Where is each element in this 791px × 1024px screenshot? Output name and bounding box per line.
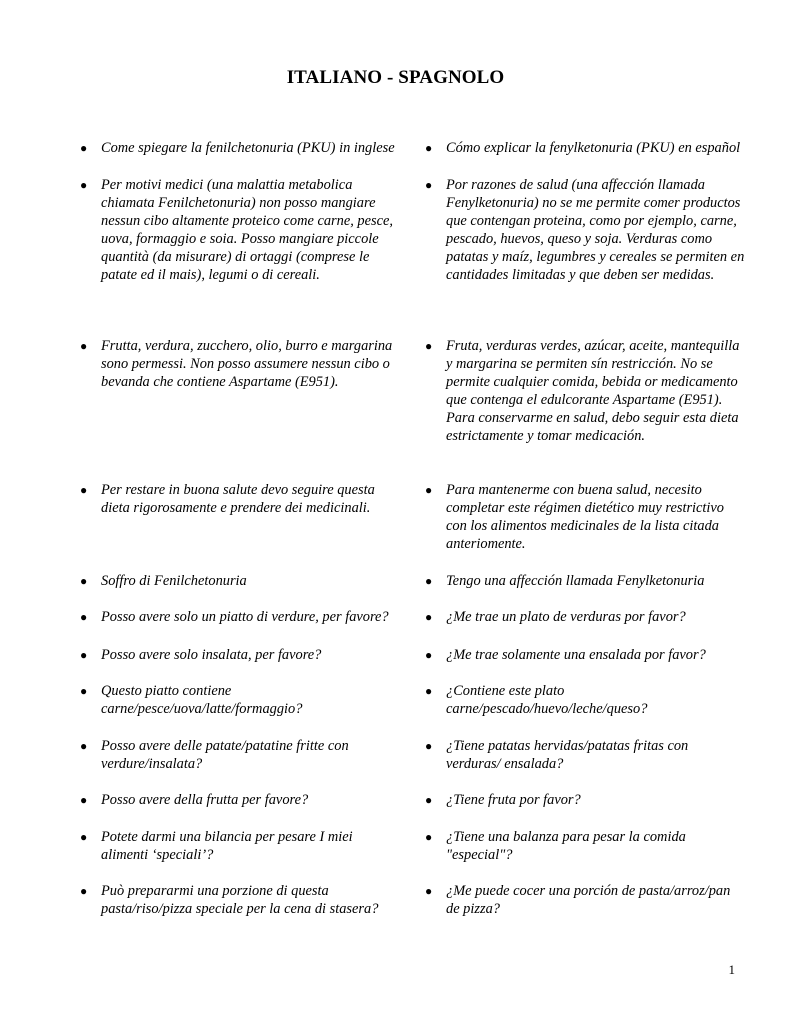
italian-text: Questo piatto contiene carne/pesce/uova/latte/formaggio? <box>101 683 303 717</box>
bullet-icon: ● <box>80 574 88 588</box>
italian-text: Potete darmi una bilancia per pesare I miei alimenti ‘speciali’? <box>101 829 353 863</box>
spanish-text: Por razones de salud (una affección llamada Fenylketonuria) no se me permite comer productos que contengan proteina, como por ejemplo, carne, pescado, huevos, queso y soja. Verduras como patatas y maíz, legumbres y cereales se permiten en cantidades limitadas y que deben ser medidas. <box>446 177 745 283</box>
spanish-phrase <box>425 791 746 809</box>
spanish-phrase <box>425 646 746 664</box>
bullet-icon: ● <box>80 610 88 624</box>
bullet-icon: ● <box>80 884 88 898</box>
spanish-text: ¿Me trae un plato de verduras por favor? <box>446 609 686 625</box>
spanish-text: Tengo una affección llamada Fenylketonuria <box>446 573 705 589</box>
bullet-icon: ● <box>80 141 88 155</box>
italian-phrase <box>80 572 396 590</box>
italian-text: Posso avere solo un piatto di verdure, per favore? <box>101 609 389 625</box>
page-title: ITALIANO - SPAGNOLO <box>286 67 505 88</box>
bullet-icon: ● <box>425 574 433 588</box>
spanish-phrase <box>425 682 746 718</box>
italian-phrase <box>80 882 396 918</box>
spanish-phrase <box>425 481 746 553</box>
italian-phrase <box>80 828 396 864</box>
spanish-phrase <box>425 572 746 590</box>
spanish-phrase <box>425 608 746 626</box>
italian-phrase <box>80 337 396 391</box>
bullet-icon: ● <box>80 339 88 353</box>
bullet-icon: ● <box>80 793 88 807</box>
bullet-icon: ● <box>425 684 433 698</box>
bullet-icon: ● <box>425 739 433 753</box>
italian-text: Soffro di Fenilchetonuria <box>101 573 247 589</box>
spanish-text: ¿Contiene este plato carne/pescado/huevo/leche/queso? <box>446 683 648 717</box>
spanish-phrase <box>425 828 746 864</box>
italian-text: Come spiegare la fenilchetonuria (PKU) in inglese <box>101 140 395 156</box>
italian-text: Frutta, verdura, zucchero, olio, burro e margarina sono permessi. Non posso assumere nessun cibo o bevanda che contiene Aspartame (E951). <box>101 338 393 390</box>
spanish-text: Cómo explicar la fenylketonuria (PKU) en español <box>446 140 741 156</box>
bullet-icon: ● <box>425 483 433 497</box>
bullet-icon: ● <box>80 178 88 192</box>
spanish-text: ¿Tiene patatas hervidas/patatas fritas con verduras/ ensalada? <box>446 738 689 772</box>
bullet-icon: ● <box>425 793 433 807</box>
italian-phrase <box>80 737 396 773</box>
spanish-text: ¿Tiene una balanza para pesar la comida "especial"? <box>446 829 686 863</box>
italian-text: Posso avere delle patate/patatine fritte con verdure/insalata? <box>101 738 349 772</box>
italian-phrase <box>80 682 396 718</box>
spanish-text: ¿Tiene fruta por favor? <box>446 792 581 808</box>
spanish-phrase <box>425 337 746 445</box>
italian-text: Può prepararmi una porzione di questa pasta/riso/pizza speciale per la cena di stasera? <box>101 883 379 917</box>
spanish-phrase <box>425 139 746 157</box>
italian-text: Posso avere solo insalata, per favore? <box>101 647 322 663</box>
italian-phrase <box>80 646 396 664</box>
spanish-text: ¿Me puede cocer una porción de pasta/arroz/pan de pizza? <box>446 883 731 917</box>
bullet-icon: ● <box>425 884 433 898</box>
spanish-text: Para mantenerme con buena salud, necesito completar este régimen dietético muy restrictivo con los alimentos medicinales de la lista citada anteriomente. <box>446 482 725 552</box>
italian-text: Posso avere della frutta per favore? <box>101 792 309 808</box>
bullet-icon: ● <box>425 830 433 844</box>
bullet-icon: ● <box>425 610 433 624</box>
spanish-text: Fruta, verduras verdes, azúcar, aceite, mantequilla y margarina se permiten sín restricción. No se permite cualquier comida, bebida or medicamento que contenga el edulcorante Aspartame (E951). Para conservarme en salud, debo seguir esta dieta estrictamente y tomar medicación. <box>446 338 740 444</box>
bullet-icon: ● <box>80 739 88 753</box>
bullet-icon: ● <box>425 648 433 662</box>
italian-text: Per motivi medici (una malattia metabolica chiamata Fenilchetonuria) non posso mangiare nessun cibo altamente proteico come carne, pesce, uova, formaggio e soia. Posso mangiare piccole quantità (da misurare) di ortaggi (comprese le patate ed il mais), legumi o di cereali. <box>101 177 393 283</box>
spanish-phrase <box>425 176 746 284</box>
italian-text: Per restare in buona salute devo seguire questa dieta rigorosamente e prendere dei medicinali. <box>101 482 375 516</box>
bullet-icon: ● <box>425 141 433 155</box>
italian-phrase <box>80 139 396 157</box>
bullet-icon: ● <box>425 339 433 353</box>
italian-phrase <box>80 176 396 284</box>
italian-phrase <box>80 481 396 517</box>
spanish-text: ¿Me trae solamente una ensalada por favor? <box>446 647 706 663</box>
italian-phrase <box>80 791 396 809</box>
bullet-icon: ● <box>425 178 433 192</box>
page-number: 1 <box>728 962 735 977</box>
bullet-icon: ● <box>80 684 88 698</box>
bullet-icon: ● <box>80 830 88 844</box>
spanish-phrase <box>425 882 746 918</box>
spanish-phrase <box>425 737 746 773</box>
italian-phrase <box>80 608 396 626</box>
bullet-icon: ● <box>80 648 88 662</box>
bullet-icon: ● <box>80 483 88 497</box>
